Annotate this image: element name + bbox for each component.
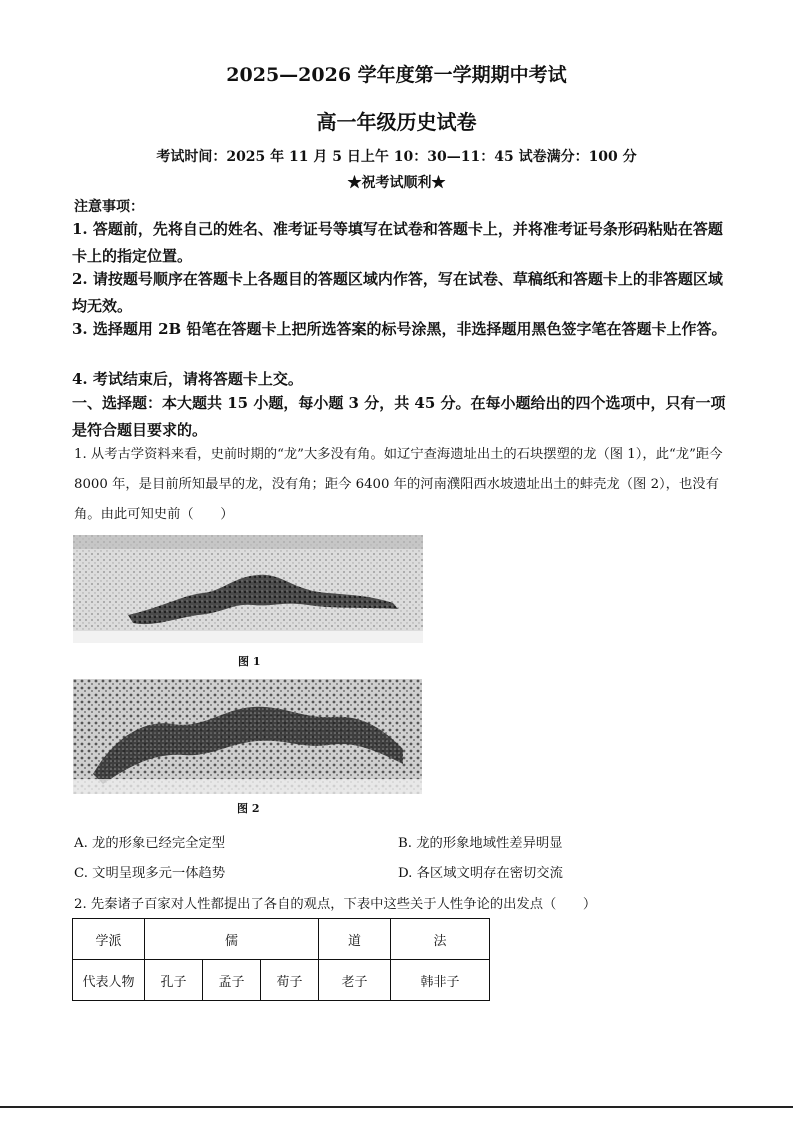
school-label-cell: 学派 xyxy=(73,919,145,960)
note-item-1: 1. 答题前，先将自己的姓名、准考证号等填写在试卷和答题卡上，并将准考证号条形码粘贴在答题卡上的指定位置。 xyxy=(72,220,723,265)
table-row xyxy=(73,919,490,960)
q1-option-d: D. 各区域文明存在密切交流 xyxy=(398,866,563,881)
q1-option-c: C. 文明呈现多元一体趋势 xyxy=(74,866,226,881)
note-item-3: 3. 选择题用 2B 铅笔在答题卡上把所选答案的标号涂黑，非选择题用黑色签字笔在答题卡上作答。 xyxy=(72,320,727,338)
xunzi-cell: 荀子 xyxy=(261,960,319,1001)
note-item-2: 2. 请按题号顺序在答题卡上各题目的答题区域内作答，写在试卷、草稿纸和答题卡上的非答题区域均无效。 xyxy=(72,270,723,315)
rep-label-cell: 代表人物 xyxy=(73,960,145,1001)
notes-heading: 注意事项： xyxy=(74,199,144,215)
hanfeizi-cell: 韩非子 xyxy=(391,960,490,1001)
figure-2-image xyxy=(73,679,422,794)
note-item-4: 4. 考试结束后，请将答题卡上交。 xyxy=(72,370,303,388)
figure-2-caption: 图 2 xyxy=(237,802,260,815)
q1-option-a: A. 龙的形象已经完全定型 xyxy=(74,836,226,851)
table-row xyxy=(73,960,490,1001)
figure-1-image xyxy=(73,535,423,643)
exam-subtitle: 高一年级历史试卷 xyxy=(316,110,477,134)
question-1-stem: 1. 从考古学资料来看，史前时期的“龙”大多没有角。如辽宁查海遗址出土的石块摆塑的龙（图 1），此“龙”距今 8000 年，是目前所知最早的龙，没有角；距今 6400 年的河南濮阳西水坡遗址出土的蚌壳龙（图 2），也没有角。由此可知史前（ ） xyxy=(74,447,723,522)
page-bottom-divider xyxy=(0,1106,793,1108)
dao-cell: 道 xyxy=(319,919,391,960)
figure-1-caption: 图 1 xyxy=(238,655,261,668)
exam-title: 2025—2026 学年度第一学期期中考试 xyxy=(226,64,567,86)
exam-info: 考试时间：2025 年 11 月 5 日上午 10：30—11：45 试卷满分：100 分 xyxy=(156,149,637,165)
ru-cell: 儒 xyxy=(145,919,319,960)
section-heading: 一、选择题：本大题共 15 小题，每小题 3 分，共 45 分。在每小题给出的四个选项中，只有一项是符合题目要求的。 xyxy=(72,394,726,439)
laozi-cell: 老子 xyxy=(319,960,391,1001)
q1-option-b: B. 龙的形象地域性差异明显 xyxy=(398,836,563,851)
question-2-stem: 2. 先秦诸子百家对人性都提出了各自的观点，下表中这些关于人性争论的出发点（ ） xyxy=(74,897,597,912)
fa-cell: 法 xyxy=(391,919,490,960)
figure-2-shell-dragon xyxy=(73,679,422,794)
schools-table xyxy=(72,918,490,1001)
blessing: ★祝考试顺利★ xyxy=(347,175,446,191)
kongzi-cell: 孔子 xyxy=(145,960,203,1001)
figure-1-stone-dragon xyxy=(73,535,423,643)
mengzi-cell: 孟子 xyxy=(203,960,261,1001)
